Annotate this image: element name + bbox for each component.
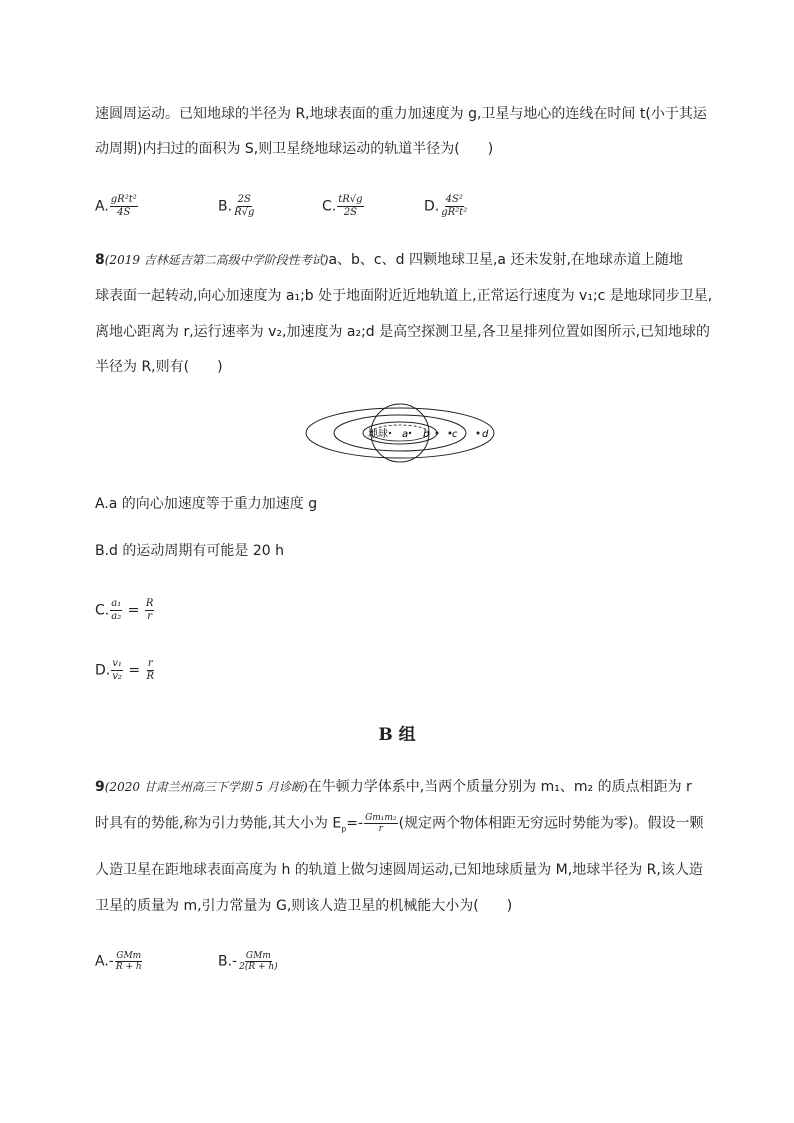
q8-line-1-text: a、b、c、d 四颗地球卫星,a 还未发射,在地球赤道上随地 (328, 252, 683, 268)
satellite-a-dot (409, 432, 411, 434)
section-heading: B 组 (378, 725, 416, 745)
fraction-numerator: tR√g (338, 194, 363, 205)
q8-option-a[interactable]: A.a 的向心加速度等于重力加速度 g (95, 496, 318, 512)
orbit-diagram (300, 403, 500, 463)
satellite-a-label: a (402, 429, 409, 440)
option-left-fraction (111, 658, 123, 683)
question-source: (2020 甘肃兰州高三下学期 5 月诊断) (104, 780, 308, 794)
fraction-numerator: 2S (237, 194, 251, 205)
q8-line-4: 半径为 R,则有( ) (95, 359, 223, 375)
fraction-denominator: 2(R + h) (239, 962, 278, 972)
q7-option-a[interactable] (95, 194, 139, 219)
potential-energy-fraction (364, 813, 397, 834)
satellite-b-label: b (423, 429, 430, 440)
q7-option-c[interactable] (322, 194, 365, 219)
fraction-numerator: Gm₁m₂ (365, 813, 397, 823)
q9-line-4: 卫星的质量为 m,引力常量为 G,则该人造卫星的机械能大小为( ) (95, 898, 513, 914)
option-label: A.- (95, 953, 114, 970)
satellite-c-label: c (452, 429, 458, 440)
fraction-denominator: gR²t² (441, 207, 468, 218)
q7-option-d[interactable] (424, 194, 469, 219)
fraction-numerator: v₁ (112, 658, 122, 669)
q8-option-b[interactable]: B.d 的运动周期有可能是 20 h (95, 543, 284, 559)
option-label: C. (322, 198, 337, 215)
question-number: 9 (95, 779, 105, 795)
option-fraction (440, 194, 468, 219)
fraction-denominator: 2S (343, 207, 357, 218)
fraction-denominator: r (378, 824, 383, 834)
option-label: D. (424, 198, 440, 215)
fraction-denominator: 4S (117, 207, 131, 218)
q8-option-c[interactable] (95, 598, 155, 623)
fraction-denominator: a₂ (111, 611, 122, 622)
satellite-b-dot (436, 432, 439, 435)
fraction-denominator: R (146, 671, 155, 682)
q9-line-2 (95, 813, 704, 839)
option-left-fraction (110, 598, 122, 623)
q8-line-3: 离地心距离为 r,运行速率为 v₂,加速度为 a₂;d 是高空探测卫星,各卫星排列位置如图所示,已知地球的 (95, 324, 711, 340)
q7-line-1: 速圆周运动。已知地球的半径为 R,地球表面的重力加速度为 g,卫星与地心的连线在时间 t(小于其运 (95, 106, 707, 122)
earth-label: 地球 (368, 429, 388, 440)
fraction-numerator: a₁ (111, 598, 122, 609)
option-fraction (110, 194, 138, 219)
q9-line-2-eq: =- (346, 815, 364, 832)
equals-sign: = (128, 662, 141, 679)
q9-line-3: 人造卫星在距地球表面高度为 h 的轨道上做匀速圆周运动,已知地球质量为 M,地球半径为 R,该人造 (95, 862, 703, 878)
orbit-c (334, 415, 466, 451)
q8-line-1 (95, 250, 683, 270)
option-label: C. (95, 602, 110, 619)
satellite-d-dot (477, 432, 480, 435)
earth-center-dot (389, 432, 391, 434)
subscript-p: p (341, 824, 347, 834)
fraction-numerator: gR²t² (110, 194, 137, 205)
fraction-denominator: R√g (234, 207, 255, 218)
q9-option-b[interactable] (218, 951, 280, 972)
q9-line-1-text: 在牛顿力学体系中,当两个质量分别为 m₁、m₂ 的质点相距为 r (307, 779, 692, 795)
q9-line-2-pre: 时具有的势能,称为引力势能,其大小为 E (95, 815, 342, 832)
fraction-numerator: 4S² (445, 194, 463, 205)
option-right-fraction (145, 598, 155, 623)
option-fraction (337, 194, 363, 219)
fraction-denominator: R + h (115, 962, 142, 972)
option-right-fraction (146, 658, 156, 683)
q7-option-b[interactable] (218, 194, 256, 219)
satellite-d-label: d (482, 429, 489, 440)
fraction-numerator: GMm (116, 951, 142, 961)
question-number: 8 (95, 252, 105, 268)
fraction-numerator: R (145, 598, 154, 609)
option-fraction (115, 951, 143, 972)
q7-line-2: 动周期)内扫过的面积为 S,则卫星绕地球运动的轨道半径为( ) (95, 141, 494, 157)
q9-option-a[interactable] (95, 951, 144, 972)
q8-option-d[interactable] (95, 658, 156, 683)
q9-line-1 (95, 777, 692, 797)
fraction-denominator: r (147, 611, 153, 622)
option-label: D. (95, 662, 111, 679)
question-source: (2019 吉林延吉第二高级中学阶段性考试) (104, 253, 329, 267)
option-label: B. (218, 198, 233, 215)
fraction-numerator: GMm (245, 951, 271, 961)
q9-line-2-post: (规定两个物体相距无穷远时势能为零)。假设一颗 (398, 815, 704, 832)
fraction-numerator: r (147, 658, 153, 669)
q8-line-2: 球表面一起转动,向心加速度为 a₁;b 处于地面附近近地轨道上,正常运行速度为 v₁;c 是地球同步卫星, (95, 288, 713, 304)
equals-sign: = (127, 602, 140, 619)
fraction-denominator: v₂ (112, 671, 122, 682)
option-label: B.- (218, 953, 238, 970)
option-fraction (233, 194, 255, 219)
option-label: A. (95, 198, 109, 215)
option-fraction (238, 951, 279, 972)
